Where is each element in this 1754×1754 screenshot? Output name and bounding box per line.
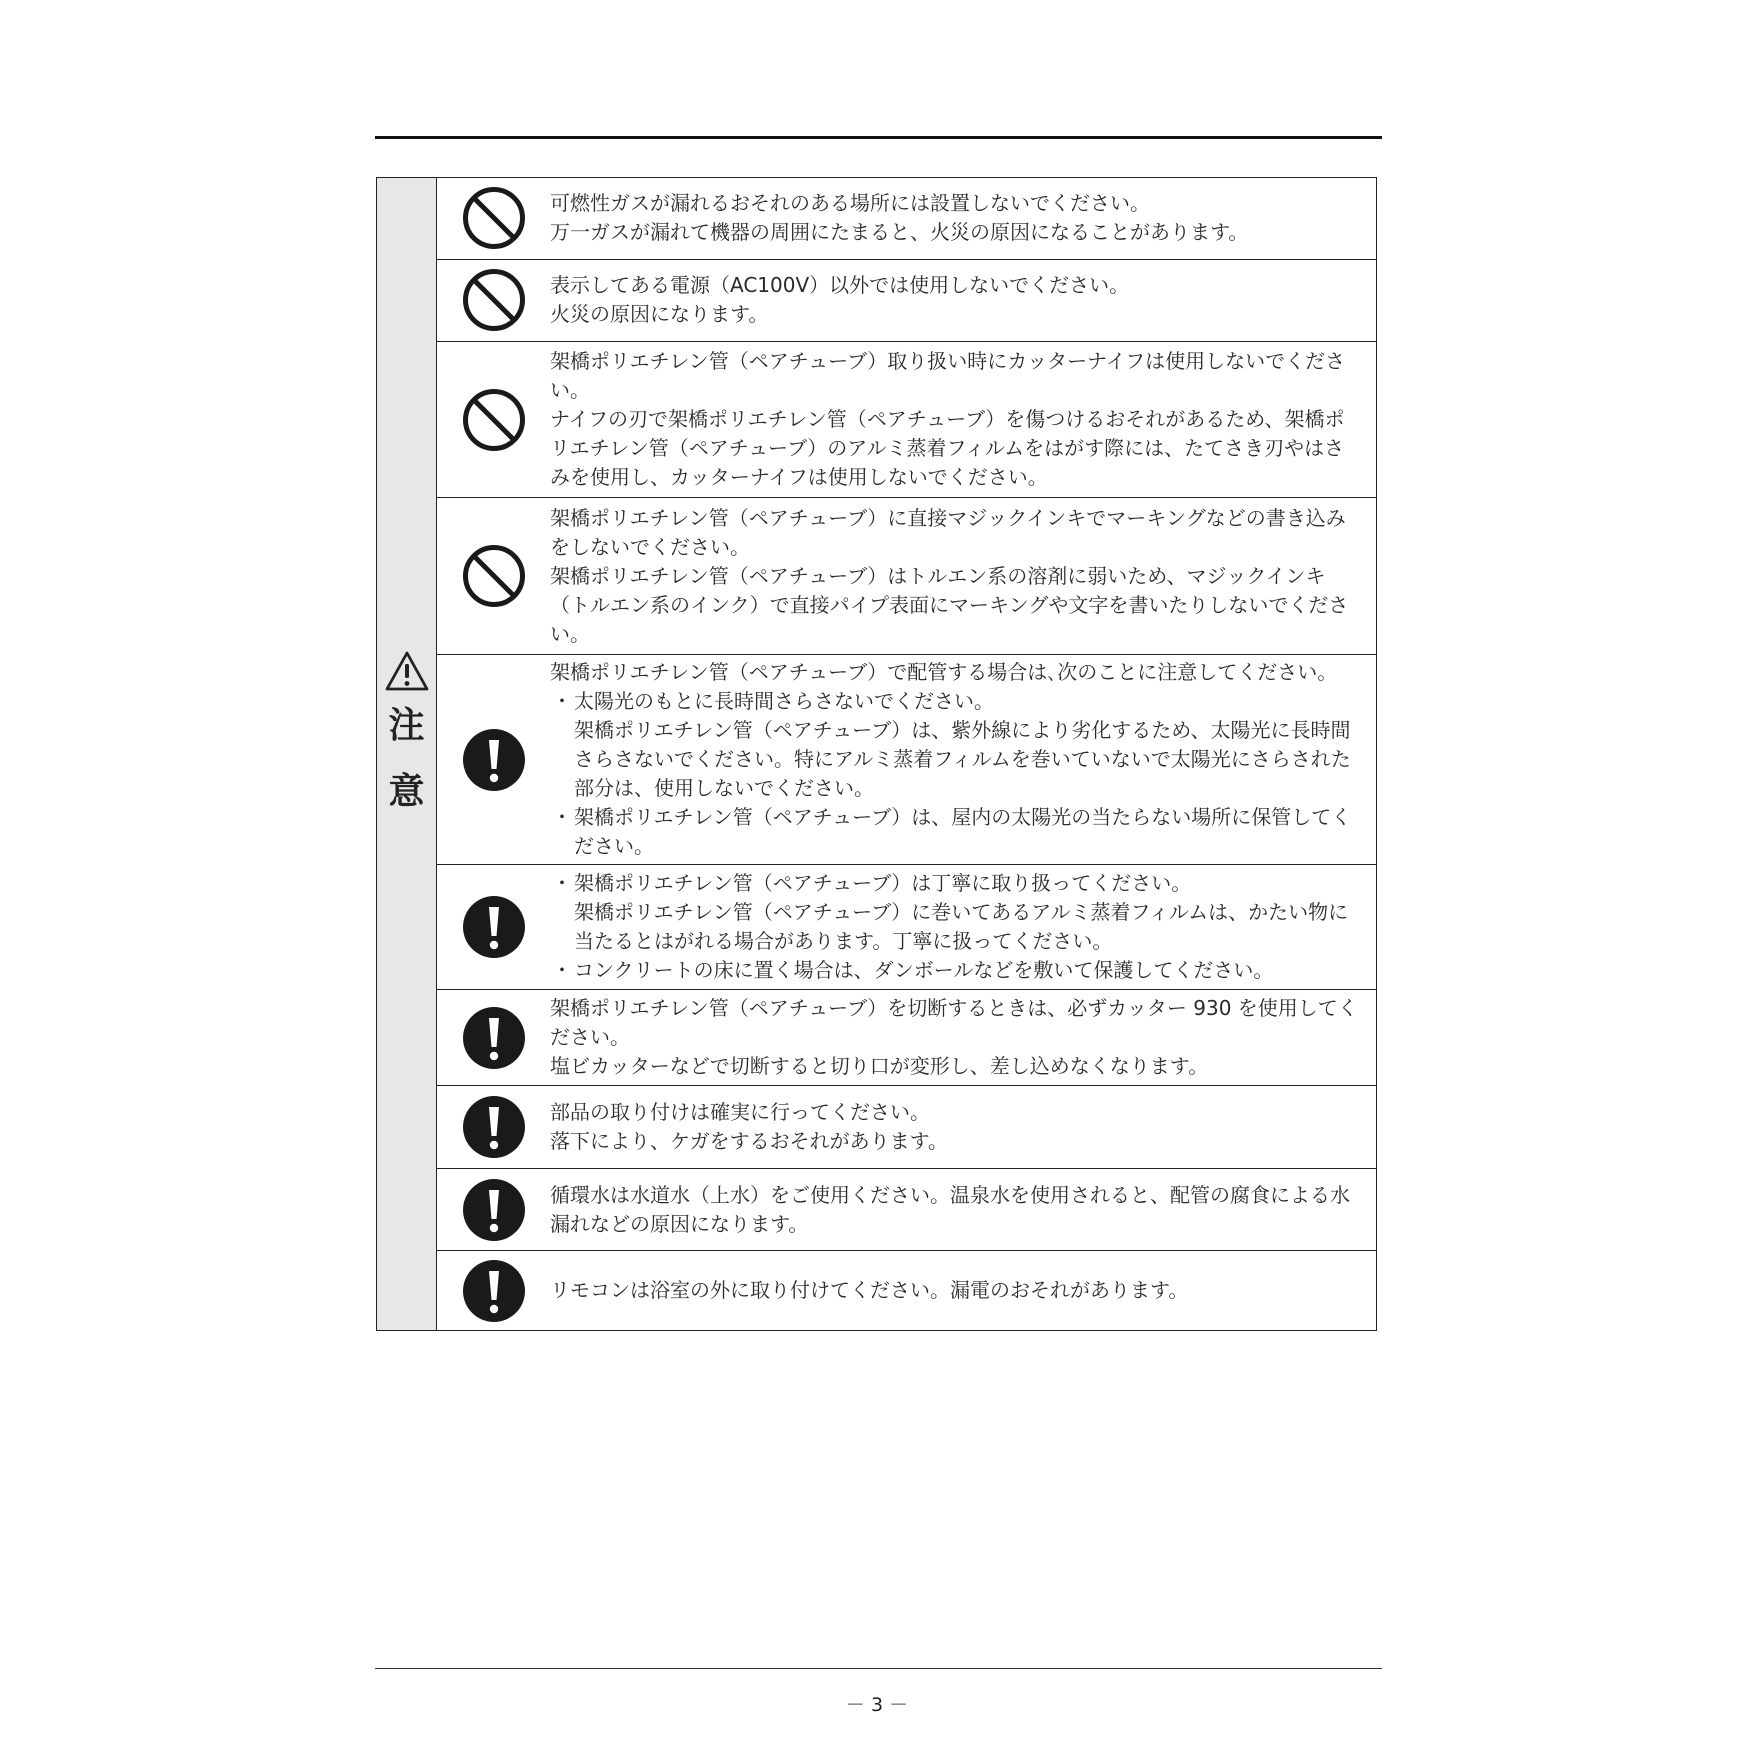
row-text: ナイフの刃で架橋ポリエチレン管（ペアチューブ）を傷つけるおそれがあるため、架橋ポリエチレン管（ペアチューブ）のアルミ蒸着フィルムをはがす際には、たてさき刃やはさみを使用し、カッターナイフは使用しないでください。 bbox=[550, 407, 1345, 490]
caution-row bbox=[437, 498, 1376, 655]
row-text: 架橋ポリエチレン管（ペアチューブ）を切断するときは、必ずカッター 930 を使用してください。 bbox=[550, 996, 1358, 1050]
header-rule bbox=[375, 136, 1382, 139]
row-text: 万一ガスが漏れて機器の周囲にたまると、火災の原因になることがあります。 bbox=[550, 220, 1249, 245]
row-text: 可燃性ガスが漏れるおそれのある場所には設置しないでください。 bbox=[550, 191, 1150, 216]
mandatory-icon bbox=[462, 1259, 526, 1323]
prohibition-icon bbox=[462, 544, 526, 608]
caution-row bbox=[437, 655, 1376, 865]
caution-table bbox=[376, 177, 1377, 1331]
bullet-item: ・ 架橋ポリエチレン管（ペアチューブ）は、屋内の太陽光の当たらない場所に保管してください。 bbox=[552, 805, 1352, 858]
caution-row bbox=[437, 865, 1376, 990]
mandatory-icon bbox=[462, 895, 526, 959]
caution-row bbox=[437, 260, 1376, 342]
bullet-item: ・ コンクリートの床に置く場合は、ダンボールなどを敷いて保護してください。 bbox=[552, 957, 1274, 982]
mandatory-icon bbox=[462, 728, 526, 792]
row-text: 表示してある電源（AC100V）以外では使用しないでください。 bbox=[550, 273, 1130, 298]
mandatory-icon bbox=[462, 1095, 526, 1159]
row-text: 火災の原因になります。 bbox=[550, 302, 769, 327]
row-text: 架橋ポリエチレン管（ペアチューブ）で配管する場合は､次のことに注意してください。 bbox=[550, 660, 1338, 684]
mandatory-icon bbox=[462, 1006, 526, 1070]
caution-label-char-2: 意 bbox=[388, 771, 425, 812]
caution-row bbox=[437, 1169, 1376, 1251]
caution-rows bbox=[437, 178, 1376, 1330]
bullet-item: ・ 太陽光のもとに長時間さらさないでください。 架橋ポリエチレン管（ペアチューブ）は、紫外線により劣化するため、太陽光に長時間さらさないでください。特にアルミ蒸着フィルムを巻いていないで太陽光にさらされた部分は、使用しないでください。 bbox=[552, 689, 1351, 800]
footer-rule bbox=[375, 1668, 1382, 1669]
prohibition-icon bbox=[462, 268, 526, 332]
row-text: 部品の取り付けは確実に行ってください。 bbox=[550, 1100, 930, 1125]
row-text: 循環水は水道水（上水）をご使用ください。温泉水を使用されると、配管の腐食による水漏れなどの原因になります。 bbox=[550, 1182, 1350, 1236]
row-text: 塩ビカッターなどで切断すると切り口が変形し、差し込めなくなります。 bbox=[550, 1054, 1209, 1079]
bullet-item: ・ 架橋ポリエチレン管（ペアチューブ）は丁寧に取り扱ってください。 架橋ポリエチレン管（ペアチューブ）に巻いてあるアルミ蒸着フィルムは、かたい物に当たるとはがれる場合があります。丁寧に扱ってください。 bbox=[552, 870, 1349, 953]
row-text: 架橋ポリエチレン管（ペアチューブ）に直接マジックインキでマーキングなどの書き込みをしないでください。 bbox=[550, 505, 1346, 559]
caution-row bbox=[437, 990, 1376, 1087]
caution-row bbox=[437, 178, 1376, 260]
row-text: 架橋ポリエチレン管（ペアチューブ）はトルエン系の溶剤に弱いため、マジックインキ（トルエン系のインク）で直接パイプ表面にマーキングや文字を書いたりしないでください。 bbox=[550, 563, 1349, 646]
caution-label-char-1: 注 bbox=[388, 705, 425, 746]
row-text: 架橋ポリエチレン管（ペアチューブ）取り扱い時にカッターナイフは使用しないでください。 bbox=[550, 349, 1346, 403]
caution-row bbox=[437, 1251, 1376, 1330]
warning-triangle-icon bbox=[384, 650, 430, 692]
row-text: 落下により、ケガをするおそれがあります。 bbox=[550, 1129, 948, 1154]
prohibition-icon bbox=[462, 388, 526, 452]
page-number: － 3 － bbox=[845, 1694, 909, 1716]
caution-row bbox=[437, 342, 1376, 499]
caution-row bbox=[437, 1086, 1376, 1169]
row-text: リモコンは浴室の外に取り付けてください。漏電のおそれがあります。 bbox=[550, 1278, 1189, 1303]
prohibition-icon bbox=[462, 186, 526, 250]
mandatory-icon bbox=[462, 1178, 526, 1242]
caution-side-column bbox=[377, 178, 437, 1330]
